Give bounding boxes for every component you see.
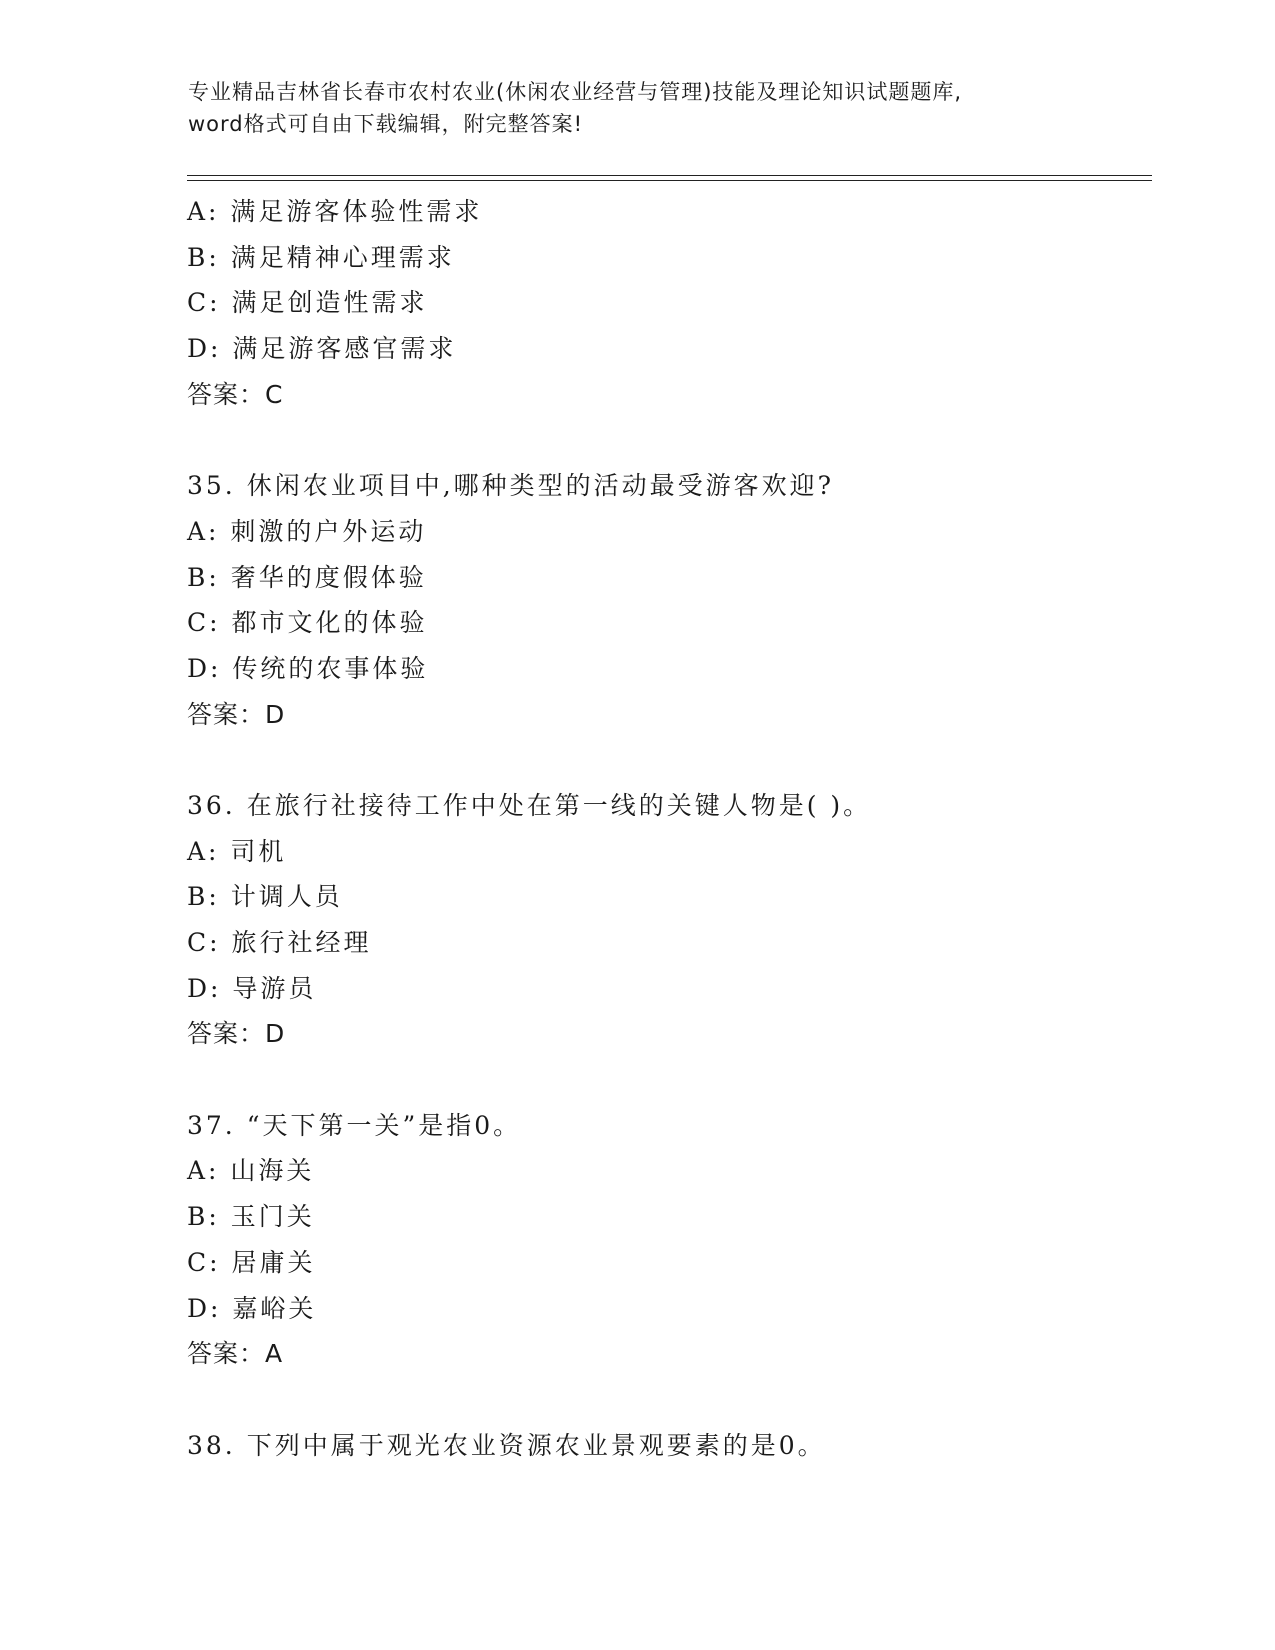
answer: 答案：D xyxy=(187,1019,286,1049)
question-text: 38. 下列中属于观光农业资源农业景观要素的是0。 xyxy=(187,1430,826,1460)
question-block xyxy=(187,189,1147,417)
option-a: A: 刺激的户外运动 xyxy=(187,516,427,546)
page-header xyxy=(188,76,1088,140)
question-block xyxy=(187,1103,1147,1377)
option-d: D: 嘉峪关 xyxy=(187,1293,317,1323)
option-a: A: 山海关 xyxy=(187,1156,315,1186)
header-subtitle: word格式可自由下载编辑，附完整答案! xyxy=(188,112,584,136)
option-b: B: 满足精神心理需求 xyxy=(187,242,455,272)
header-divider-bottom xyxy=(187,180,1152,181)
option-d: D: 传统的农事体验 xyxy=(187,653,429,683)
option-b: B: 计调人员 xyxy=(187,882,343,912)
option-b: B: 玉门关 xyxy=(187,1202,315,1232)
answer: 答案：C xyxy=(187,379,284,409)
option-c: C: 居庸关 xyxy=(187,1247,316,1277)
option-b: B: 奢华的度假体验 xyxy=(187,562,427,592)
header-title: 专业精品吉林省长春市农村农业(休闲农业经营与管理)技能及理论知识试题题库, xyxy=(188,80,963,104)
option-d: D: 导游员 xyxy=(187,973,317,1003)
question-list xyxy=(187,189,1147,1468)
question-block xyxy=(187,1423,1147,1469)
option-c: C: 旅行社经理 xyxy=(187,928,372,957)
header-divider-top xyxy=(187,175,1152,176)
question-text: 36. 在旅行社接待工作中处在第一线的关键人物是( )。 xyxy=(187,790,872,820)
question-text: 37. “天下第一关”是指0。 xyxy=(187,1110,522,1140)
question-text: 35. 休闲农业项目中,哪种类型的活动最受游客欢迎? xyxy=(187,471,835,501)
question-block xyxy=(187,783,1147,1057)
option-a: A: 满足游客体验性需求 xyxy=(187,197,483,226)
option-c: C: 都市文化的体验 xyxy=(187,608,428,638)
answer: 答案：D xyxy=(187,699,286,729)
option-d: D: 满足游客感官需求 xyxy=(187,334,457,364)
answer: 答案：A xyxy=(187,1339,284,1369)
option-a: A: 司机 xyxy=(187,836,287,866)
question-block xyxy=(187,463,1147,737)
option-c: C: 满足创造性需求 xyxy=(187,288,428,318)
